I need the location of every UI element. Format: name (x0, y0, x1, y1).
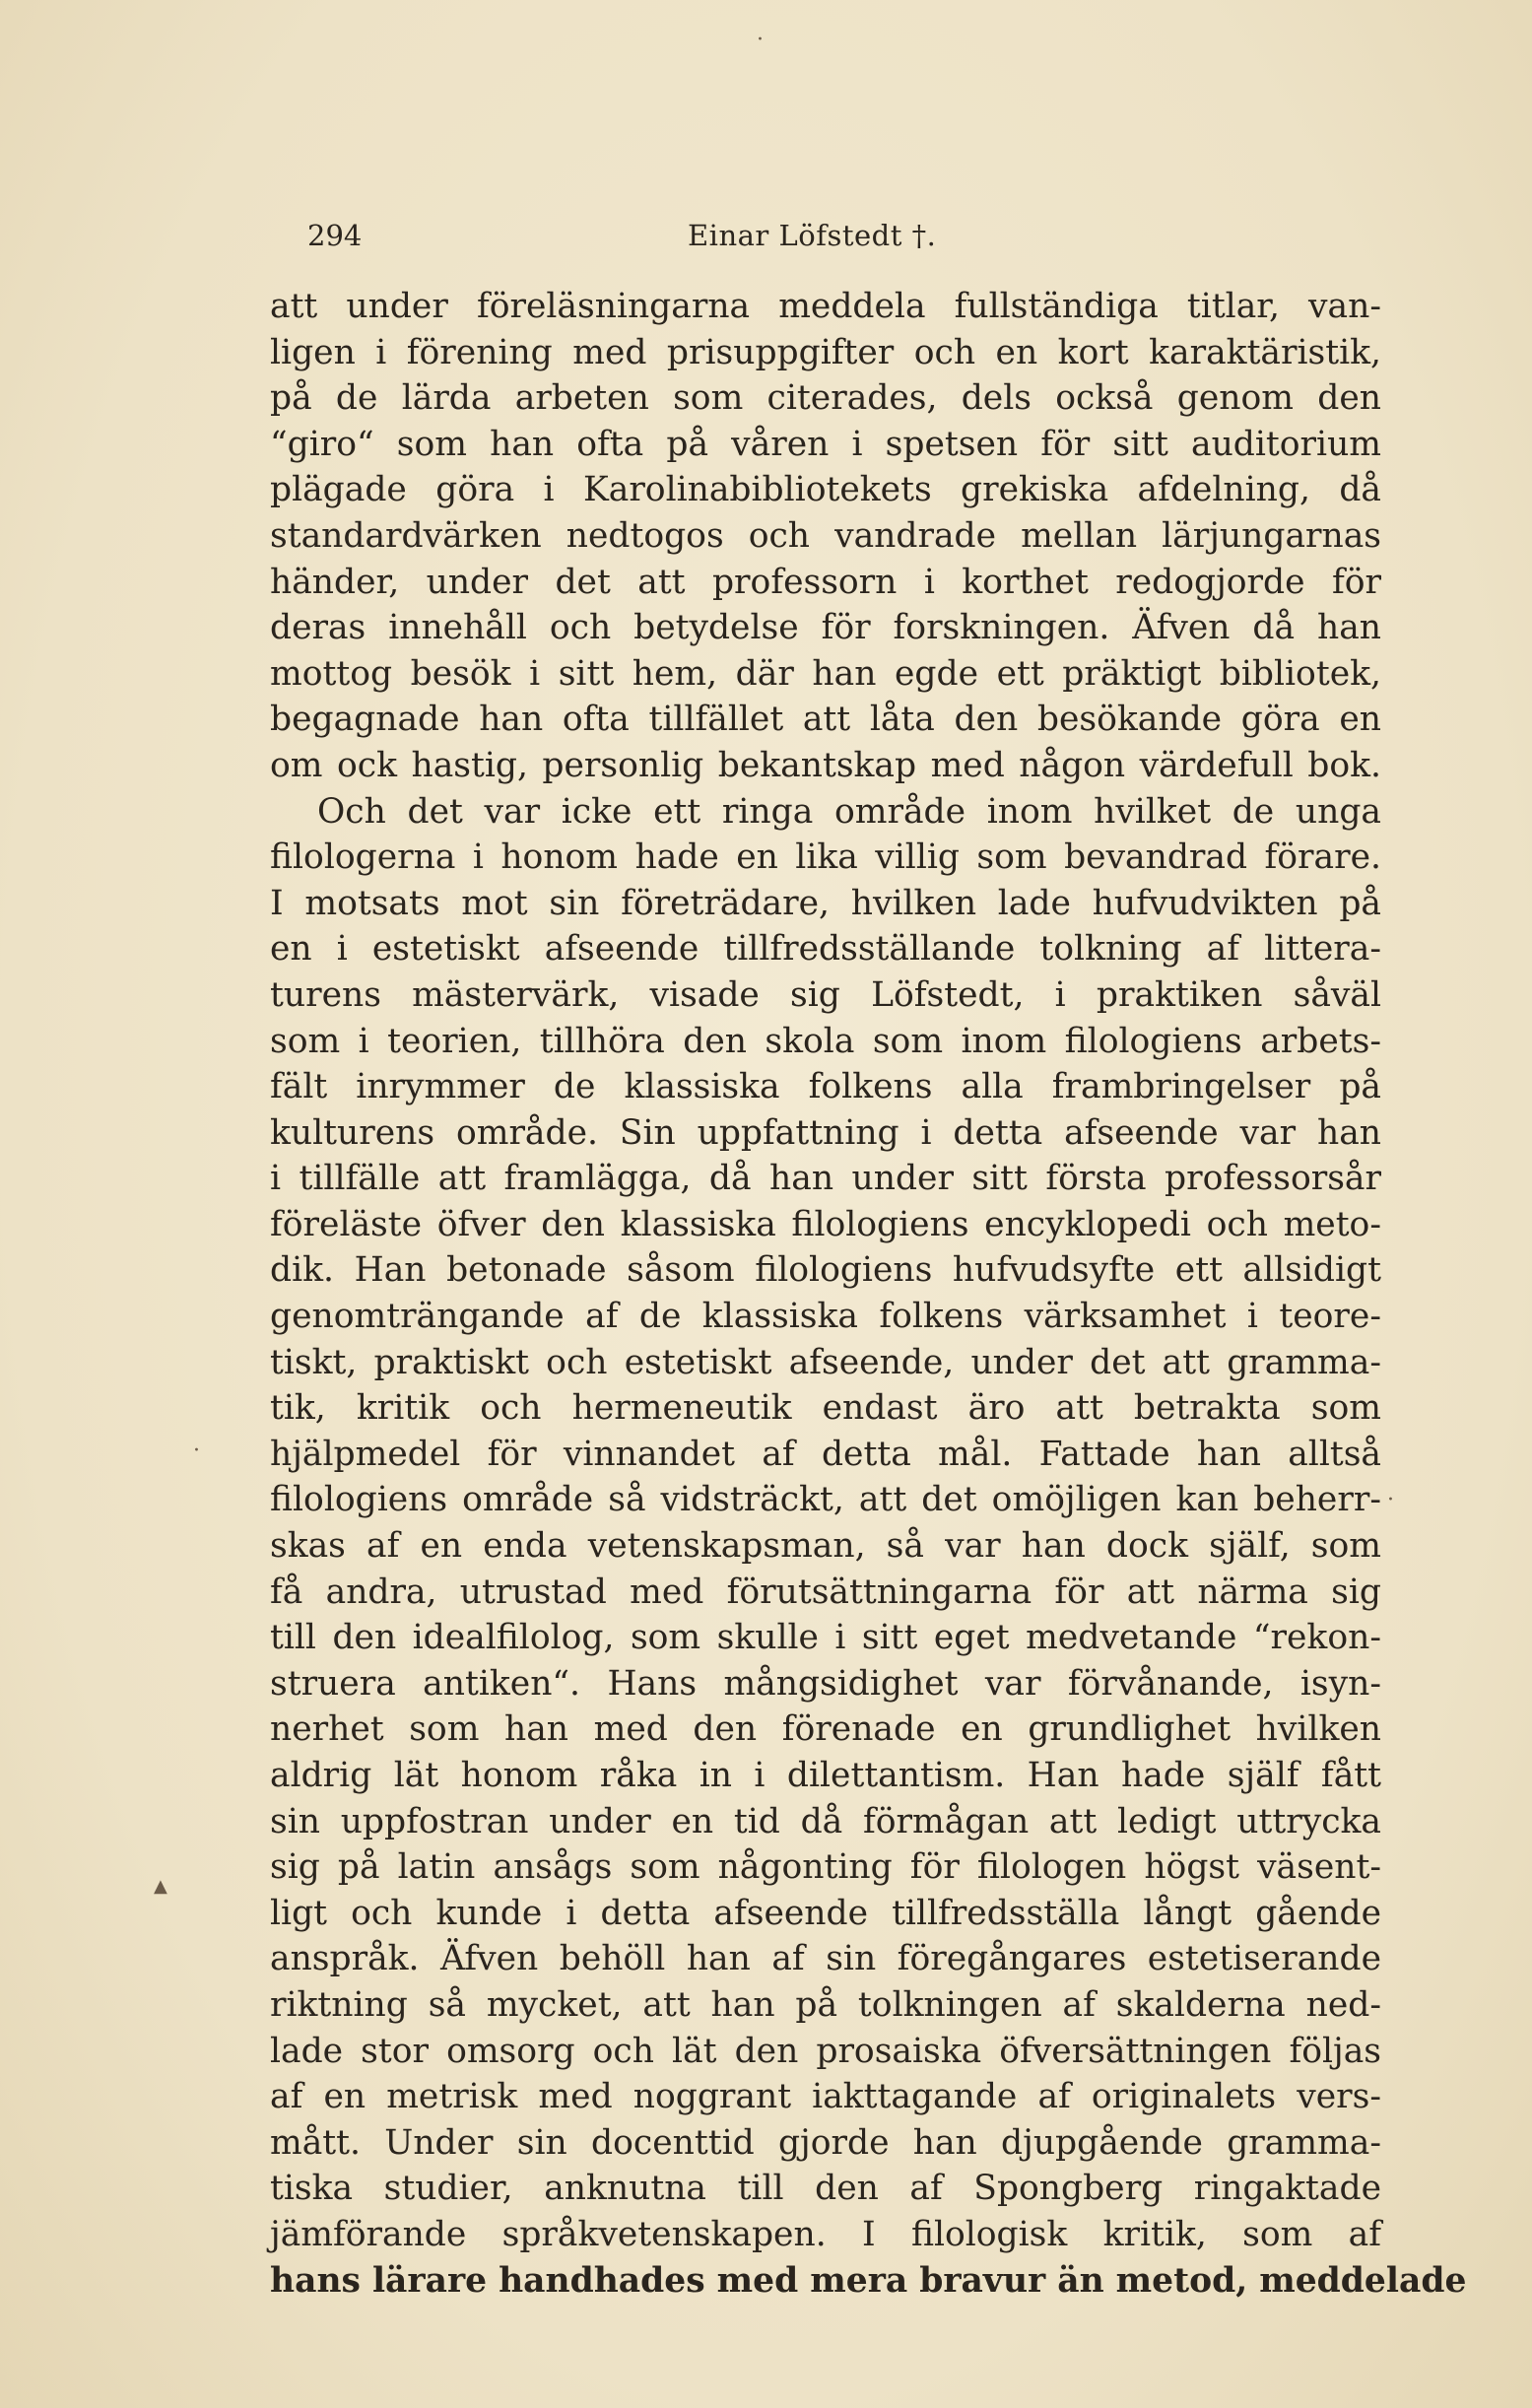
text-line: få andra, utrustad med förutsättningarna för att närma sig (270, 1572, 1381, 1612)
text-line: händer, under det att professorn i korthet redogjorde för (270, 562, 1381, 602)
text-line: genomträngande af de klassiska folkens värksamhet i teore- (270, 1297, 1381, 1337)
text-line: standardvärken nedtogos och vandrade mellan lärjungarnas (270, 515, 1381, 556)
text-line: begagnade han ofta tillfället att låta den besökande göra en (270, 700, 1381, 740)
text-line: sig på latin ansågs som någonting för filologen högst väsent- (270, 1847, 1381, 1888)
page-header (276, 219, 1384, 262)
margin-speck: · (193, 1438, 200, 1463)
text-line: sin uppfostran under en tid då förmågan att ledigt uttrycka (270, 1801, 1381, 1841)
text-line: plägade göra i Karolinabibliotekets grekiska afdelning, då (270, 470, 1381, 510)
text-line: I motsats mot sin företrädare, hvilken lade hufvudvikten på (270, 883, 1381, 923)
text-line: filologiens område så vidsträckt, att det omöjligen kan beherr- (270, 1480, 1381, 1520)
text-line: som i teorien, tillhöra den skola som inom filologiens arbets- (270, 1021, 1381, 1061)
text-line: ligen i förening med prisuppgifter och en kort karaktäristik, (270, 332, 1381, 372)
text-line: turens mästervärk, visade sig Löfstedt, i praktiken såväl (270, 974, 1381, 1015)
text-line: “giro“ som han ofta på våren i spetsen för sitt auditorium (270, 424, 1381, 464)
text-line: tiska studier, anknutna till den af Spongberg ringaktade (270, 2169, 1381, 2209)
text-line: aldrig lät honom råka in i dilettantism. Han hade själf fått (270, 1756, 1381, 1795)
text-line: på de lärda arbeten som citerades, dels också genom den (270, 378, 1381, 419)
text-line: mått. Under sin docenttid gjorde han djupgående gramma- (270, 2122, 1381, 2163)
text-line: filologerna i honom hade en lika villig som bevandrad förare. (270, 837, 1381, 878)
text-line: deras innehåll och betydelse för forskningen. Äfven då han (270, 608, 1381, 648)
text-line: jämförande språkvetenskapen. I filologisk kritik, som af (270, 2214, 1381, 2254)
running-head: Einar Löfstedt †. (688, 219, 937, 252)
text-line: kulturens område. Sin uppfattning i detta afseende var han (270, 1112, 1381, 1153)
text-line: af en metrisk med noggrant iakttagande af originalets vers- (270, 2077, 1381, 2117)
text-line: struera antiken“. Hans mångsidighet var förvånande, isyn- (270, 1663, 1381, 1704)
text-line: dik. Han betonade såsom filologiens hufvudsyfte ett allsidigt (270, 1250, 1381, 1291)
text-line: hans lärare handhades med mera bravur än metod, meddelade (270, 2260, 1467, 2301)
margin-speck: · (757, 28, 764, 52)
text-line: föreläste öfver den klassiska filologiens encyklopedi och meto- (270, 1204, 1381, 1244)
text-line: att under föreläsningarna meddela fullständiga titlar, van- (270, 287, 1381, 326)
text-line: skas af en enda vetenskapsman, så var han dock själf, som (270, 1526, 1381, 1567)
margin-speck: · (1387, 1488, 1394, 1512)
text-line: lade stor omsorg och lät den prosaiska öfversättningen följas (270, 2031, 1381, 2071)
page-number: 294 (307, 219, 363, 252)
text-line: nerhet som han med den förenade en grundlighet hvilken (270, 1709, 1381, 1750)
text-line: riktning så mycket, att han på tolkningen af skalderna ned- (270, 1984, 1381, 2025)
text-line: till den idealfilolog, som skulle i sitt eget medvetande “rekon- (270, 1618, 1381, 1658)
text-line: om ock hastig, personlig bekantskap med någon värdefull bok. (270, 745, 1381, 785)
text-line: fält inrymmer de klassiska folkens alla frambringelser på (270, 1067, 1381, 1107)
body-text (270, 286, 1467, 2306)
text-line: en i estetiskt afseende tillfredsställande tolkning af littera- (270, 929, 1381, 970)
text-line: hjälpmedel för vinnandet af detta mål. Fattade han alltså (270, 1434, 1381, 1474)
text-line: i tillfälle att framlägga, då han under sitt första professorsår (270, 1159, 1381, 1199)
text-line: anspråk. Äfven behöll han af sin föregångares estetiserande (270, 1939, 1381, 1979)
text-line: ligt och kunde i detta afseende tillfredsställa långt gående (270, 1893, 1381, 1933)
text-line: tiskt, praktiskt och estetiskt afseende, under det att gramma- (270, 1342, 1381, 1382)
text-line: tik, kritik och hermeneutik endast äro att betrakta som (270, 1388, 1381, 1429)
margin-speck: ▲ (154, 1876, 167, 1897)
text-line: mottog besök i sitt hem, där han egde ett präktigt bibliotek, (270, 653, 1381, 694)
text-line: Och det var icke ett ringa område inom hvilket de unga (317, 791, 1381, 832)
